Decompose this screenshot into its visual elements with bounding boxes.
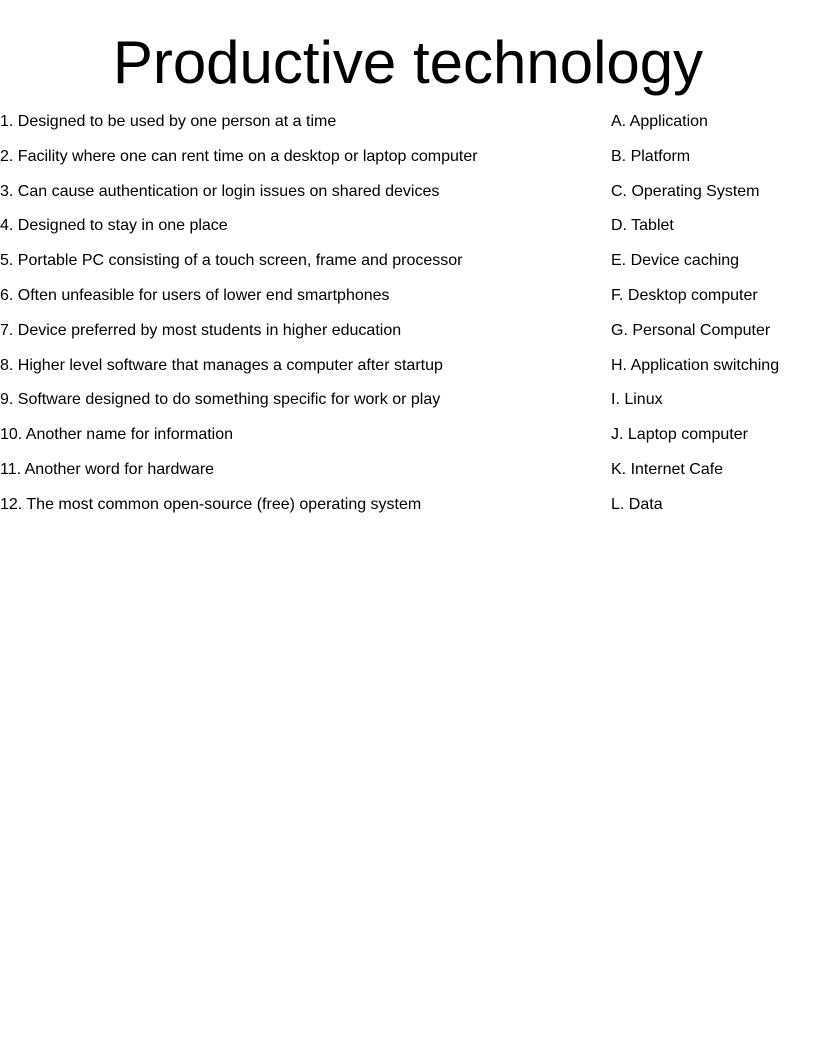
answer-item: B. Platform (611, 147, 691, 165)
clue-item: 5. Portable PC consisting of a touch screen, frame and processor (0, 252, 463, 270)
answer-item: G. Personal Computer (611, 321, 771, 339)
clue-item: 1. Designed to be used by one person at a time (0, 113, 337, 130)
answer-list (611, 112, 816, 530)
clue-item: 7. Device preferred by most students in higher education (0, 321, 402, 339)
answer-item: I. Linux (611, 391, 663, 409)
answer-item: C. Operating System (611, 182, 760, 200)
clue-item: 4. Designed to stay in one place (0, 217, 228, 235)
clue-item: 10. Another name for information (0, 426, 234, 444)
answer-item: L. Data (611, 495, 663, 513)
answer-item: D. Tablet (611, 217, 674, 235)
answer-item: A. Application (611, 113, 708, 130)
clue-list (0, 112, 600, 530)
clue-item: 12. The most common open-source (free) operating system (0, 495, 422, 513)
page-title: Productive technology (112, 29, 704, 96)
answer-item: E. Device caching (611, 252, 740, 270)
clue-item: 9. Software designed to do something specific for work or play (0, 391, 441, 409)
clue-item: 6. Often unfeasible for users of lower end smartphones (0, 286, 390, 304)
answer-item: F. Desktop computer (611, 286, 758, 304)
answer-item: K. Internet Cafe (611, 460, 724, 478)
clue-item: 3. Can cause authentication or login issues on shared devices (0, 182, 440, 200)
clue-item: 2. Facility where one can rent time on a desktop or laptop computer (0, 147, 478, 165)
answer-item: H. Application switching (611, 356, 780, 374)
answer-item: J. Laptop computer (611, 426, 748, 444)
clue-item: 11. Another word for hardware (0, 460, 215, 478)
clue-item: 8. Higher level software that manages a computer after startup (0, 356, 443, 374)
